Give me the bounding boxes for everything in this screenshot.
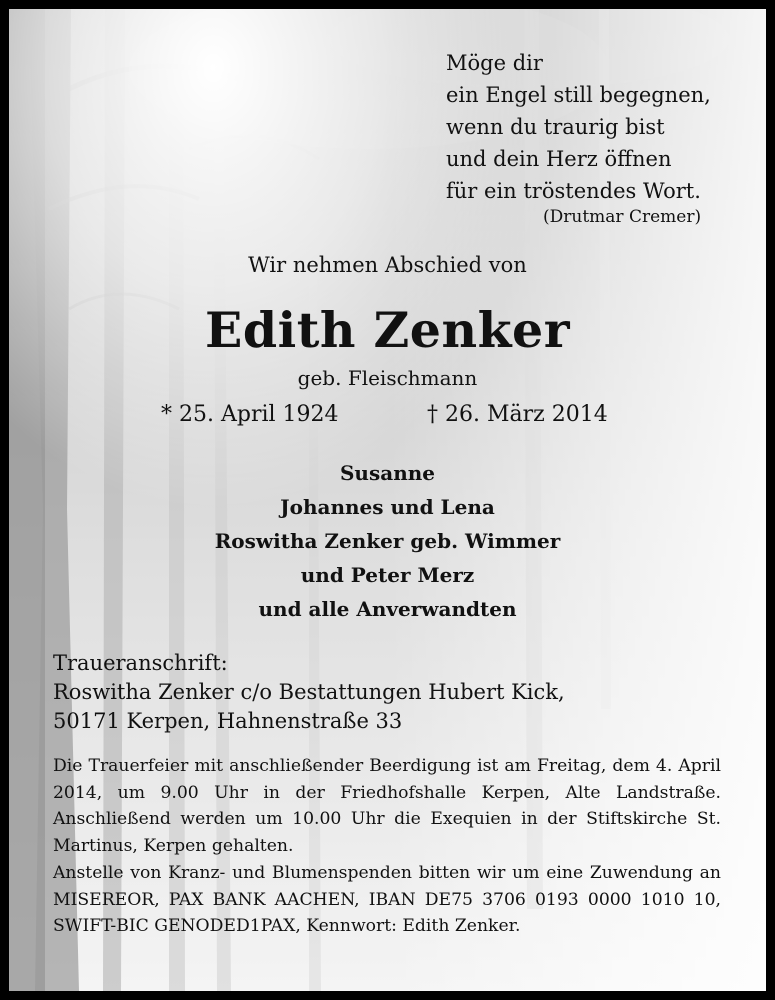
obituary-content	[9, 9, 766, 991]
donation-paragraph: Anstelle von Kranz- und Blumenspenden bitten wir um eine Zuwendung an MISEREOR, PAX BANK AACHEN, IBAN DE75 3706 0193 0000 1010 10, SWIFT-BIC GENODED1PAX, Kennwort: Edith Zenker.	[53, 863, 721, 936]
mourner-line: Johannes und Lena	[280, 495, 495, 519]
mourner-line: und alle Anverwandten	[258, 597, 517, 621]
poem-line: wenn du traurig bist	[446, 115, 665, 139]
mourner-line: Roswitha Zenker geb. Wimmer	[214, 529, 561, 553]
intro-text: Wir nehmen Abschied von	[248, 253, 527, 277]
ceremony-paragraph: Die Trauerfeier mit anschließender Beerdigung ist am Freitag, dem 4. April 2014, um 9.00 Uhr in der Friedhofshalle Kerpen, Alte Landstraße. Anschließend werden um 10.00 Uhr die Exequien in der Stiftskirche St. Martinus, Kerpen gehalten.	[53, 756, 721, 856]
address-line: 50171 Kerpen, Hahnenstraße 33	[53, 709, 403, 733]
mourning-address	[53, 649, 565, 736]
birth-date: * 25. April 1924	[161, 402, 339, 427]
poem-line: für ein tröstendes Wort.	[446, 179, 701, 203]
poem-line: ein Engel still begegnen,	[446, 83, 711, 107]
deceased-name: Edith Zenker	[204, 301, 571, 359]
maiden-name: geb. Fleischmann	[297, 366, 478, 390]
mourner-line: und Peter Merz	[300, 563, 475, 587]
poem	[446, 47, 711, 207]
poem-line: Möge dir	[446, 51, 543, 75]
address-label: Traueranschrift:	[53, 651, 228, 675]
poem-author: (Drutmar Cremer)	[543, 207, 702, 227]
death-date: † 26. März 2014	[427, 402, 608, 427]
mourners-list	[9, 456, 766, 626]
poem-line: und dein Herz öffnen	[446, 147, 672, 171]
address-line: Roswitha Zenker c/o Bestattungen Hubert Kick,	[53, 680, 565, 704]
mourner-line: Susanne	[339, 461, 435, 485]
